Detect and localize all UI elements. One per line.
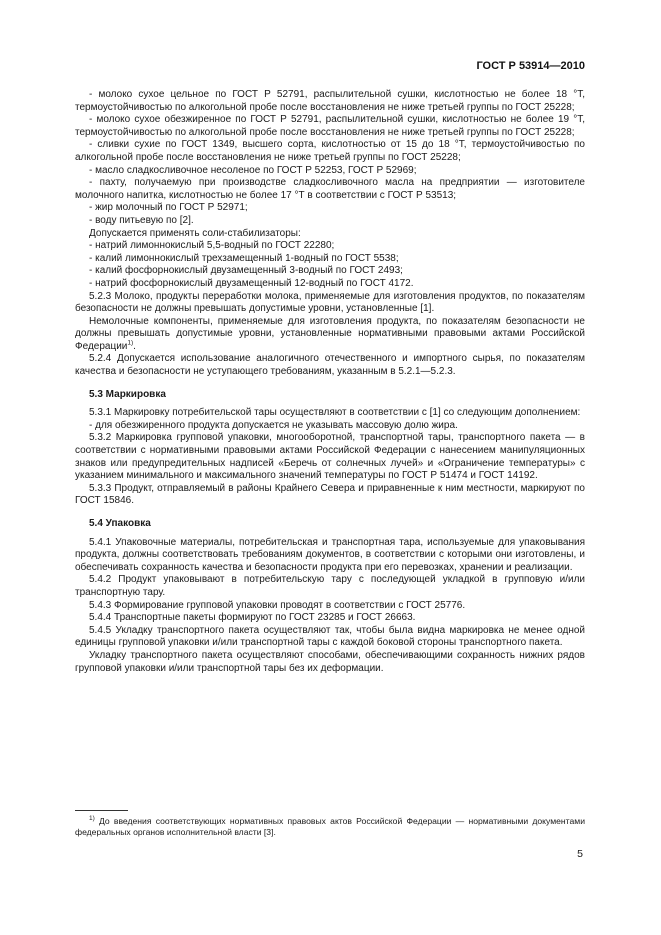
section-heading-5-4: 5.4 Упаковка <box>89 518 151 529</box>
list-item: - для обезжиренного продукта допускается не указывать массовую долю жира. <box>89 419 458 431</box>
footnote-reference: 1) <box>127 339 134 347</box>
list-item: - калий лимоннокислый трехзамещенный 1-водный по ГОСТ 5538; <box>89 252 399 264</box>
paragraph-5-4-4: 5.4.4 Транспортные пакеты формируют по ГОСТ 23285 и ГОСТ 26663. <box>89 612 416 624</box>
paragraph-5-4-1: 5.4.1 Упаковочные материалы, потребительская и транспортная тара, используемые для упаковывания продукта, должны соответствовать требованиям документов, в соответствии с которыми они изготовлены, и обеспечивать сохранность качества и безопасности продукта при его перевозках, хранении и реализации. <box>75 536 585 573</box>
salts-intro: Допускается применять соли-стабилизаторы: <box>89 227 301 239</box>
section-heading-5-3: 5.3 Маркировка <box>89 388 166 400</box>
list-item: - калий фосфорнокислый двузамещенный 3-водный по ГОСТ 2493; <box>89 265 403 277</box>
paragraph-5-2-4: 5.2.4 Допускается использование аналогичного отечественного и импортного сырья, по показателям качества и безопасности не уступающего требованиям, указанным в 5.2.1—5.2.3. <box>75 353 585 378</box>
footnote-mark: 1) <box>89 815 95 823</box>
footnote <box>75 816 585 838</box>
paragraph-5-3-3: 5.3.3 Продукт, отправляемый в районы Крайнего Севера и приравненные к ним местности, маркируют по ГОСТ 15846. <box>75 482 585 507</box>
paragraph-5-4-2: 5.4.2 Продукт упаковывают в потребительскую тару с последующей укладкой в групповую и/или транспортную тару. <box>75 574 585 598</box>
paragraph-nonmilk <box>75 316 585 354</box>
document-id-header: ГОСТ Р 53914—2010 <box>476 60 585 72</box>
paragraph-5-4-3: 5.4.3 Формирование групповой упаковки проводят в соответствии с ГОСТ 25776. <box>89 599 466 611</box>
list-item: - натрий фосфорнокислый двузамещенный 12-водный по ГОСТ 4172. <box>89 277 414 289</box>
list-item: - масло сладкосливочное несоленое по ГОСТ Р 52253, ГОСТ Р 52969; <box>89 164 417 176</box>
paragraph-final: Укладку транспортного пакета осуществляют способами, обеспечивающими сохранность нижних рядов групповой упаковки и/или транспортной тары без их деформации. <box>75 649 585 674</box>
paragraph-5-3-2: 5.3.2 Маркировка групповой упаковки, многооборотной, транспортной тары, транспортного пакета — в соответствии с нормативными правовыми актами Российской Федерации с нанесением манипуляционных знаков или предупредительных надписей «Беречь от солнечных лучей» и «Ограничение температуры» с указанием минимального и максимального значений температуры по ГОСТ Р 51474 и ГОСТ 14192. <box>75 432 585 482</box>
footnote-text: До введения соответствующих нормативных правовых актов Российской Федерации — нормативными документами федеральных органов исполнительной власти [3]. <box>75 816 585 837</box>
list-item: - воду питьевую по [2]. <box>89 214 194 226</box>
footnote-divider <box>75 810 128 811</box>
list-item: - пахту, получаемую при производстве сладкосливочного масла на предприятии — изготовителе молочного напитка, кислотностью не более 17 °Т в соответствии с ГОСТ Р 53513; <box>75 177 585 201</box>
paragraph-nonmilk-text: Немолочные компоненты, применяемые для изготовления продукта, по показателям безопасности не должны превышать допустимые уровни, установленные нормативными правовыми актами Российской Федерации <box>75 315 585 352</box>
list-item: - молоко сухое цельное по ГОСТ Р 52791, распылительной сушки, кислотностью не более 18 °Т, термоустойчивостью по алкогольной пробе после восстановления не ниже третьей группы по ГОСТ 25228; <box>75 89 585 113</box>
document-body <box>75 89 585 675</box>
paragraph-end-period: . <box>133 340 136 352</box>
paragraph-5-4-5: 5.4.5 Укладку транспортного пакета осуществляют так, чтобы была видна маркировка не менее одной единицы групповой упаковки и/или транспортной тары с каждой боковой стороны транспортного пакета. <box>75 624 585 649</box>
paragraph-5-3-1: 5.3.1 Маркировку потребительской тары осуществляют в соответствии с [1] со следующим дополнением: <box>89 407 581 419</box>
paragraph-5-2-3: 5.2.3 Молоко, продукты переработки молока, применяемые для изготовления продуктов, по показателям безопасности не должны превышать допустимые уровни, установленные [1]. <box>75 290 585 315</box>
list-item: - молоко сухое обезжиренное по ГОСТ Р 52791, распылительной сушки, кислотностью не более 19 °Т, термоустойчивостью по алкогольной пробе после восстановления не ниже третьей группы по ГОСТ 25228; <box>75 114 585 138</box>
page-number: 5 <box>577 848 583 860</box>
list-item: - сливки сухие по ГОСТ 1349, высшего сорта, кислотностью от 15 до 18 °Т, термоустойчивостью по алкогольной пробе после восстановления не ниже третьей группы по ГОСТ 25228; <box>75 139 585 163</box>
list-item: - натрий лимоннокислый 5,5-водный по ГОСТ 22280; <box>89 240 335 252</box>
list-item: - жир молочный по ГОСТ Р 52971; <box>89 202 248 214</box>
